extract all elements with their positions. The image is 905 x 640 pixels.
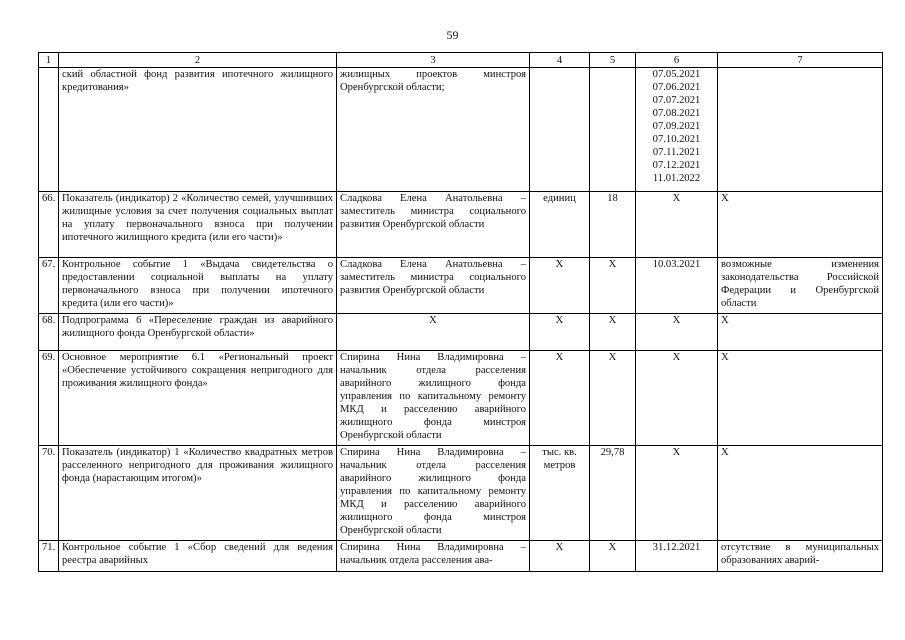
- value-cell: X: [590, 314, 636, 351]
- row-number-cell: 69.: [39, 351, 59, 446]
- date-value: 07.08.2021: [652, 108, 701, 119]
- date-value: 07.09.2021: [652, 121, 701, 132]
- value-cell: X: [590, 351, 636, 446]
- item-name-cell: Показатель (индикатор) 2 «Количество семей, улучшивших жилищные условия за счет получения социальных выплат на уплату первоначального взноса при получении ипотечного жилищного кредита (или его части)»: [59, 192, 337, 258]
- plan-table: [38, 52, 883, 572]
- page-number: 59: [446, 28, 459, 42]
- column-numbers-row: [39, 53, 883, 68]
- item-name-cell: Контрольное событие 1 «Сбор сведений для ведения реестра аварийных: [59, 541, 337, 572]
- unit-cell: X: [530, 541, 590, 572]
- date-value: X: [672, 193, 681, 204]
- note-cell: X: [718, 314, 883, 351]
- value-cell: X: [590, 541, 636, 572]
- row-number-cell: [39, 68, 59, 192]
- value-cell: [590, 68, 636, 192]
- responsible-cell: Сладкова Елена Анатольевна – заместитель министра социального развития Оренбургской области: [337, 192, 530, 258]
- unit-cell: X: [530, 314, 590, 351]
- column-header: 6: [636, 53, 718, 68]
- item-name-cell: Показатель (индикатор) 1 «Количество квадратных метров расселенного непригодного для проживания жилищного фонда (нарастающим итогом)»: [59, 446, 337, 541]
- date-value: 31.12.2021: [652, 542, 701, 553]
- date-value: X: [672, 315, 681, 326]
- table-row: [39, 258, 883, 314]
- table-row: [39, 192, 883, 258]
- row-number-cell: 67.: [39, 258, 59, 314]
- dates-cell: [636, 192, 718, 258]
- date-value: 07.06.2021: [652, 82, 701, 93]
- column-header: 3: [337, 53, 530, 68]
- unit-cell: единиц: [530, 192, 590, 258]
- date-value: 07.12.2021: [652, 160, 701, 171]
- table-row: [39, 446, 883, 541]
- date-value: 07.10.2021: [652, 134, 701, 145]
- note-cell: X: [718, 446, 883, 541]
- dates-cell: [636, 351, 718, 446]
- note-cell: [718, 68, 883, 192]
- table-row: [39, 541, 883, 572]
- dates-cell: [636, 68, 718, 192]
- table-row: [39, 351, 883, 446]
- column-header: 2: [59, 53, 337, 68]
- table-row: [39, 314, 883, 351]
- item-name-cell: ский областной фонд развития ипотечного жилищного кредитования»: [59, 68, 337, 192]
- unit-cell: тыс. кв. метров: [530, 446, 590, 541]
- row-number-cell: 70.: [39, 446, 59, 541]
- row-number-cell: 71.: [39, 541, 59, 572]
- responsible-cell: X: [337, 314, 530, 351]
- date-value: 07.11.2021: [652, 147, 701, 158]
- responsible-cell: жилищных проектов минстроя Оренбургской области;: [337, 68, 530, 192]
- date-value: 07.07.2021: [652, 95, 701, 106]
- date-value: X: [672, 352, 681, 363]
- table-row: [39, 68, 883, 192]
- responsible-cell: Спирина Нина Владимировна – начальник отдела расселения аварийного жилищного фонда управления по капитальному ремонту МКД и расселению аварийного жилищного фонда минстроя Оренбургской области: [337, 446, 530, 541]
- item-name-cell: Основное мероприятие 6.1 «Региональный проект «Обеспечение устойчивого сокращения непригодного для проживания жилищного фонда»: [59, 351, 337, 446]
- dates-cell: [636, 314, 718, 351]
- value-cell: 29,78: [590, 446, 636, 541]
- dates-cell: [636, 258, 718, 314]
- dates-cell: [636, 541, 718, 572]
- note-cell: X: [718, 351, 883, 446]
- column-header: 7: [718, 53, 883, 68]
- responsible-cell: Спирина Нина Владимировна – начальник отдела расселения ава-: [337, 541, 530, 572]
- item-name-cell: Подпрограмма 6 «Переселение граждан из аварийного жилищного фонда Оренбургской области»: [59, 314, 337, 351]
- column-header: 4: [530, 53, 590, 68]
- note-cell: X: [718, 192, 883, 258]
- date-value: X: [672, 447, 681, 458]
- row-number-cell: 68.: [39, 314, 59, 351]
- dates-cell: [636, 446, 718, 541]
- column-header: 5: [590, 53, 636, 68]
- unit-cell: [530, 68, 590, 192]
- item-name-cell: Контрольное событие 1 «Выдача свидетельства о предоставлении социальной выплаты на уплату первоначального взноса при получении ипотечного кредита (или его части)»: [59, 258, 337, 314]
- responsible-cell: Сладкова Елена Анатольевна – заместитель министра социального развития Оренбургской области: [337, 258, 530, 314]
- column-header: 1: [39, 53, 59, 68]
- date-value: 11.01.2022: [652, 173, 701, 184]
- responsible-cell: Спирина Нина Владимировна – начальник отдела расселения аварийного жилищного фонда управления по капитальному ремонту МКД и расселению аварийного жилищного фонда минстроя Оренбургской области: [337, 351, 530, 446]
- unit-cell: X: [530, 351, 590, 446]
- row-number-cell: 66.: [39, 192, 59, 258]
- value-cell: 18: [590, 192, 636, 258]
- date-value: 10.03.2021: [652, 259, 701, 270]
- note-cell: возможные изменения законодательства Российской Федерации и Оренбургской области: [718, 258, 883, 314]
- value-cell: X: [590, 258, 636, 314]
- date-value: 07.05.2021: [652, 69, 701, 80]
- unit-cell: X: [530, 258, 590, 314]
- note-cell: отсутствие в муниципальных образованиях аварий-: [718, 541, 883, 572]
